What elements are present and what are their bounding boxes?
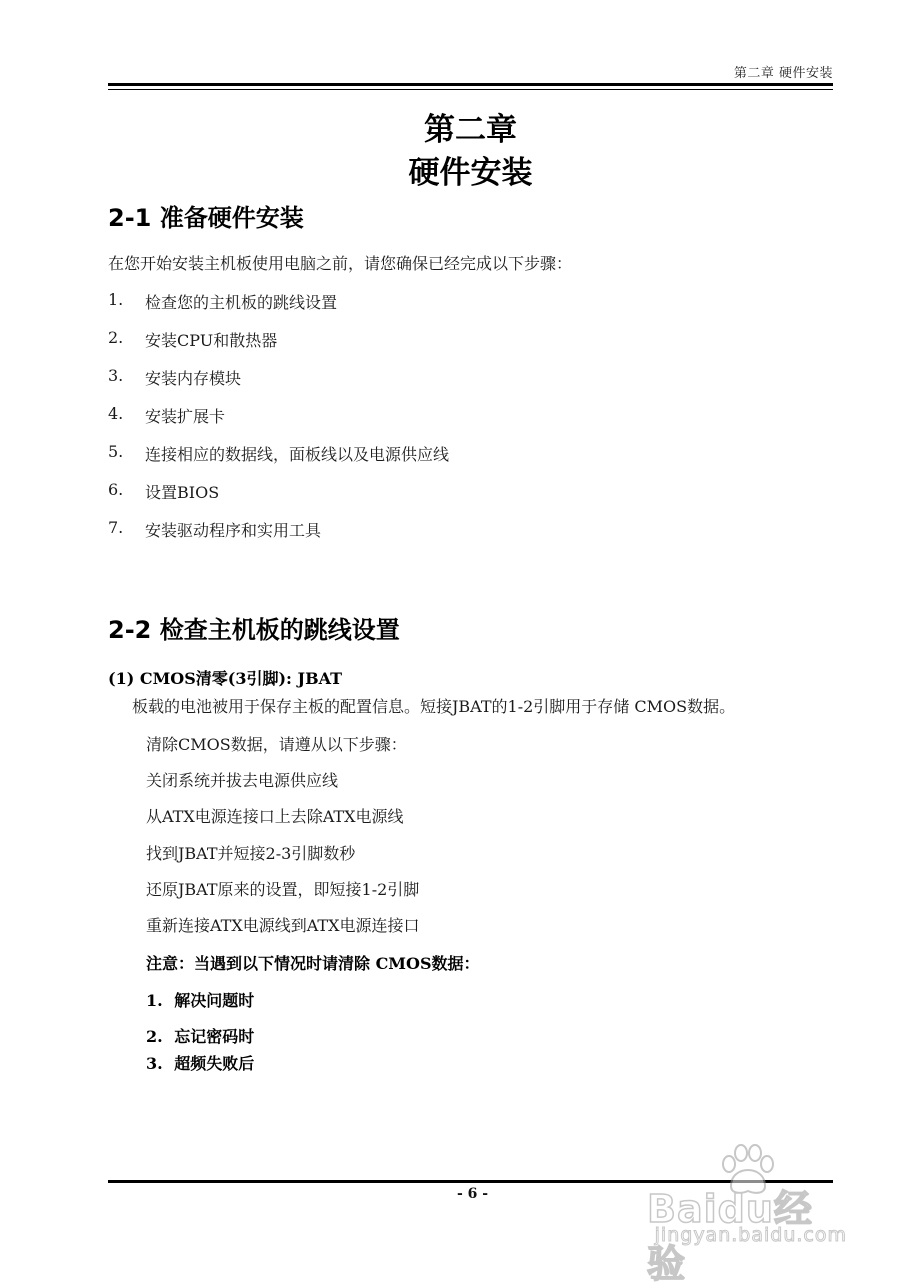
list-item-text: 解决问题时 (174, 991, 255, 1010)
list-item (0, 518, 905, 540)
list-item-number: 6. (108, 480, 124, 499)
list-item (0, 404, 905, 426)
chapter-title: 硬件安装 (408, 155, 533, 191)
list-item: 重新连接ATX电源线到ATX电源连接口 (146, 916, 420, 935)
list-item-text: 安装扩展卡 (145, 407, 226, 426)
list-item-number: 3. (146, 1054, 163, 1073)
jumper-description: 板载的电池被用于保存主板的配置信息。短接JBAT的1-2引脚用于存储 CMOS数据。 (132, 697, 736, 716)
list-item-number: 3. (108, 366, 124, 385)
list-item-text: 安装驱动程序和实用工具 (145, 521, 322, 540)
clear-cmos-intro: 清除CMOS数据，请遵从以下步骤： (146, 735, 407, 754)
page-number: - 6 - (456, 1186, 489, 1202)
list-item-number: 7. (108, 518, 124, 537)
list-item: 关闭系统并拔去电源供应线 (146, 771, 339, 790)
section-heading-2-2: 2-2 检查主机板的跳线设置 (108, 616, 400, 644)
list-item-text: 设置BIOS (145, 483, 220, 502)
list-item (0, 480, 905, 502)
list-item (146, 1051, 254, 1074)
jumper-sub-heading: (1) CMOS清零(3引脚): JBAT (108, 669, 343, 688)
watermark-url: jingyan.baidu.com (654, 1224, 847, 1246)
note-title: 注意：当遇到以下情况时请清除 CMOS数据： (146, 954, 480, 973)
list-item-text: 连接相应的数据线，面板线以及电源供应线 (145, 445, 450, 464)
section-heading-2-1: 2-1 准备硬件安装 (108, 204, 304, 232)
list-item-text: 检查您的主机板的跳线设置 (145, 293, 338, 312)
list-item-text: 忘记密码时 (174, 1027, 255, 1046)
list-item (146, 1024, 254, 1047)
list-item-text: 超频失败后 (174, 1054, 255, 1073)
list-item-number: 1. (146, 991, 163, 1010)
list-item-number: 5. (108, 442, 124, 461)
header-rule-thin (108, 89, 833, 90)
list-item (0, 328, 905, 350)
list-item (0, 290, 905, 312)
section-intro: 在您开始安装主机板使用电脑之前，请您确保已经完成以下步骤： (108, 254, 573, 273)
list-item: 从ATX电源连接口上去除ATX电源线 (146, 807, 404, 826)
list-item: 还原JBAT原来的设置，即短接1-2引脚 (146, 880, 420, 899)
list-item: 找到JBAT并短接2-3引脚数秒 (146, 844, 356, 863)
list-item (146, 988, 254, 1011)
watermark-brand: Baidu经验 (647, 1187, 813, 1286)
list-item-text: 安装CPU和散热器 (145, 331, 278, 350)
baidu-watermark (647, 1140, 847, 1286)
list-item-number: 1. (108, 290, 124, 309)
chapter-number: 第二章 (424, 112, 517, 148)
list-item (0, 366, 905, 388)
list-item-number: 2. (146, 1027, 163, 1046)
header-rule-thick (108, 83, 833, 86)
list-item-number: 4. (108, 404, 124, 423)
list-item-number: 2. (108, 328, 124, 347)
list-item-text: 安装内存模块 (145, 369, 242, 388)
list-item (0, 442, 905, 464)
running-header: 第二章 硬件安装 (733, 66, 833, 81)
